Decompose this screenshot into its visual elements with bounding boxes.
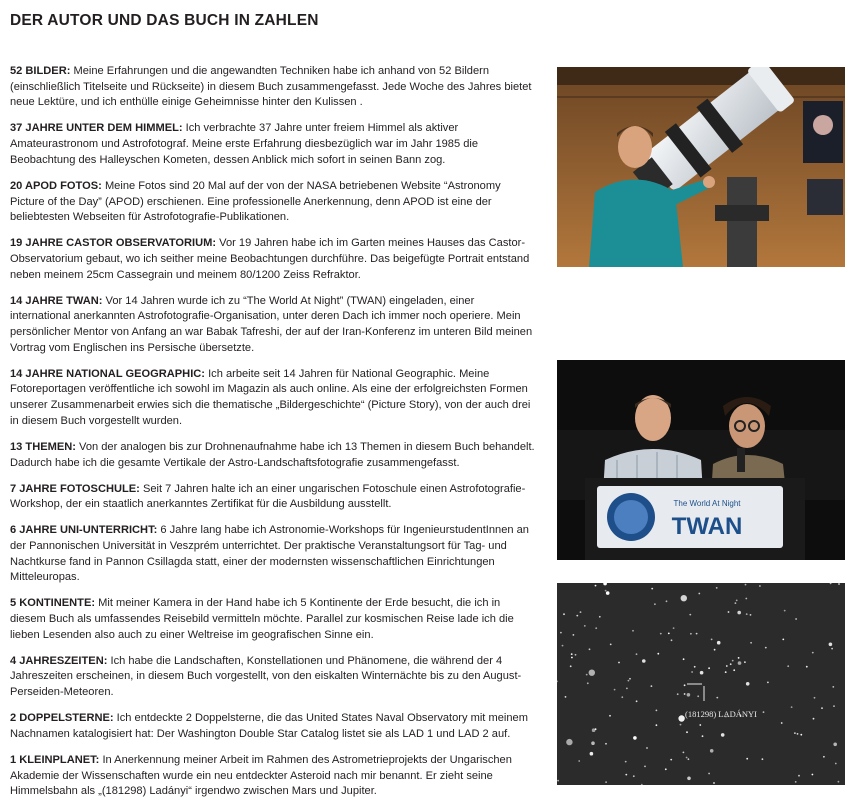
star [812, 652, 814, 654]
star [687, 693, 691, 697]
star [732, 660, 734, 662]
star [814, 697, 816, 699]
star [580, 611, 582, 613]
star [584, 625, 586, 627]
entry-label: 4 JAHRESZEITEN: [10, 654, 108, 667]
star [746, 758, 748, 760]
entry-label: 6 JAHRE UNI-UNTERRICHT: [10, 524, 158, 537]
star [626, 688, 628, 690]
star [578, 760, 580, 762]
star [746, 613, 748, 615]
star [829, 643, 833, 647]
star [618, 662, 620, 664]
star [713, 782, 715, 784]
star [628, 680, 630, 682]
star [657, 653, 659, 655]
entry-5-kontinente [10, 596, 536, 643]
star [683, 752, 685, 754]
star [651, 588, 653, 590]
star [690, 633, 692, 635]
star [656, 724, 658, 726]
entry-text: Ich habe die Landschaften, Konstellationen und Phänomene, die während der 4 Jahreszeiten erscheinen, in diesem Buch vorgestellt, von den eiskalten Winternächte bis zu den August-Perseiden-Meteoren. [10, 654, 522, 699]
star [787, 665, 789, 667]
star [606, 591, 610, 595]
star [813, 718, 815, 720]
star [691, 671, 693, 673]
entry-text: Mit meiner Kamera in der Hand habe ich 5 Kontinente der Erde besucht, die ich in diesem Buch als umfassendes Reisebild vermitteln möchte. Parallel zur kosmischen Reise lade ich die lieben Lesenden also auch zu einer Weltreise im geografischen Sinne ein. [10, 597, 514, 641]
star [644, 766, 646, 768]
entry-19-castor [10, 236, 536, 283]
star [728, 611, 730, 613]
star [697, 695, 699, 697]
star [666, 600, 668, 602]
entry-52-bilder [10, 64, 536, 111]
star [563, 613, 565, 615]
star [730, 663, 732, 665]
star [821, 707, 823, 709]
star [744, 661, 746, 663]
star [759, 585, 761, 587]
star [571, 653, 573, 655]
star [589, 648, 591, 650]
star [595, 728, 597, 730]
star [633, 736, 637, 740]
star [660, 633, 662, 635]
star [708, 773, 710, 775]
star [806, 666, 808, 668]
star [570, 665, 572, 667]
star [671, 639, 673, 641]
star [750, 614, 752, 616]
star [782, 639, 784, 641]
entry-label: 13 THEMEN: [10, 440, 76, 453]
star [656, 710, 658, 712]
star [832, 686, 834, 688]
star [745, 584, 747, 586]
star [716, 587, 718, 589]
star [595, 627, 597, 629]
star [610, 644, 612, 646]
star [798, 775, 800, 777]
star [750, 642, 752, 644]
entry-label: 14 JAHRE NATIONAL GEOGRAPHIC: [10, 367, 205, 380]
entry-20-apod [10, 179, 536, 226]
entry-6-uni [10, 523, 536, 586]
star [680, 724, 682, 726]
star [688, 758, 690, 760]
entry-label: 5 KONTINENTE: [10, 597, 96, 610]
star [621, 696, 623, 698]
star [708, 667, 710, 669]
star [711, 639, 713, 641]
star [714, 649, 716, 651]
twan-presentation-photo [557, 360, 845, 560]
entry-14-twan [10, 294, 536, 357]
star [683, 658, 685, 660]
star [831, 648, 833, 650]
star [557, 780, 559, 782]
asteroid-starfield-photo [557, 583, 845, 785]
star [636, 700, 638, 702]
star [587, 682, 589, 684]
entry-label: 19 JAHRE CASTOR OBSERVATORIUM: [10, 237, 217, 250]
star [625, 761, 627, 763]
star [795, 781, 797, 783]
star [784, 610, 786, 612]
star [673, 627, 675, 629]
star [800, 734, 802, 736]
page-title: DER AUTOR UND DAS BUCH IN ZAHLEN [10, 12, 319, 29]
entry-text: Vor 14 Jahren wurde ich zu “The World At Night” (TWAN) eingeladen, einer international anerkannten Astrofotografie-Organisation, unter deren Dach ich immer noch operiere. Mein persönlicher Mentor von Anfang an war Babak Tafreshi, der auf der Iran-Konferenz im unteren Bild meinen Vortrag vom Englischen ins Persische übersetzte. [10, 294, 533, 354]
star [651, 685, 653, 687]
star [767, 682, 769, 684]
star [614, 689, 616, 691]
entry-1-kleinplanet [10, 753, 536, 800]
star [670, 759, 672, 761]
entry-label: 20 APOD FOTOS: [10, 179, 102, 192]
entry-text: Meine Erfahrungen und die angewandten Techniken habe ich anhand von 52 Bildern (einschließlich Titelseite und Rückseite) in diesem Buch zusammengefasst. Jede Woche des Jahres bietet neue Lektüre, und ich enthülle einige Geheimnisse hinter den Kulissen . [10, 65, 532, 109]
entry-text: In Anerkennung meiner Arbeit im Rahmen des Astrometrieprojekts der Ungarischen Akademie der Wissenschaften wurde ein neu entdeckter Asteroid nach mir benannt. Er zieht seine Himmelsbahn als „(181298) Ladányi“ irgendwo zwischen Mars und Jupiter. [10, 753, 512, 798]
star [678, 715, 684, 721]
entry-label: 52 BILDER: [10, 65, 71, 77]
star [726, 665, 728, 667]
star [565, 696, 567, 698]
star [689, 614, 691, 616]
star [677, 693, 679, 695]
star [687, 777, 691, 781]
star [721, 733, 725, 737]
entry-label: 2 DOPPELSTERNE: [10, 712, 114, 725]
star [745, 598, 747, 600]
star [686, 757, 688, 759]
star [710, 749, 714, 753]
star [642, 659, 646, 663]
entry-2-doppelsterne [10, 711, 536, 742]
star [636, 653, 638, 655]
star [781, 722, 783, 724]
star [605, 590, 607, 592]
star [812, 774, 814, 776]
star [632, 630, 634, 632]
star [791, 706, 793, 708]
observatory-portrait-photo [557, 67, 845, 267]
entry-text: Ich entdeckte 2 Doppelsterne, die das United States Naval Observatory mit meinem Nachnamen katalogisiert hat: Der Washington Double Star Catalog listet sie als LAD 1 und LAD 2 auf. [10, 712, 528, 740]
star [668, 633, 670, 635]
entry-text: Ich arbeite seit 14 Jahren für National Geographic. Meine Fotoreportagen veröffentliche ich sowohl im Magazin als auch online. Als eine der erfolgreichsten Formen unserer Zusammenarbeit erwies sich die thematische „Bildergeschichte“ (Picture Story), von der auch drei in diesem Buch vorgestellt wurden. [10, 367, 531, 427]
entry-14-natgeo [10, 367, 536, 430]
entry-label: 7 JAHRE FOTOSCHULE: [10, 482, 140, 495]
star [735, 602, 737, 604]
star [586, 674, 588, 676]
star [646, 747, 648, 749]
star [684, 684, 686, 686]
asteroid-label: (181298) LADÁNYI [685, 709, 758, 719]
star [835, 763, 837, 765]
twan-banner-small-text: The World At Night [673, 499, 741, 508]
star [589, 670, 595, 676]
entry-13-themen [10, 440, 536, 471]
star [833, 705, 835, 707]
star [681, 595, 687, 601]
star [684, 693, 686, 695]
star [576, 615, 578, 617]
star [698, 593, 700, 595]
star [696, 633, 698, 635]
star [716, 697, 718, 699]
star [590, 752, 594, 756]
entry-37-jahre [10, 121, 536, 168]
star [665, 768, 667, 770]
star [762, 758, 764, 760]
star [738, 661, 742, 665]
star [575, 654, 577, 656]
entry-text: Von der analogen bis zur Drohnenaufnahme habe ich 13 Themen in diesem Buch behandelt. Dadurch habe ich die gesamte Vertikale der Astro-Landschaftsfotografie zusammengefasst. [10, 440, 535, 469]
star [609, 715, 611, 717]
entry-label: 37 JAHRE UNTER DEM HIMMEL: [10, 122, 183, 135]
star [654, 603, 656, 605]
star [736, 600, 738, 602]
entry-text: 6 Jahre lang habe ich Astronomie-Workshops für IngenieurstudentInnen an der Pannonischen Universität in Veszprém unterrichtet. Der praktische Veranstaltungsort für Tag- und Nachtkurse fand in Pannon Csillagda statt, einer der modernsten wissenschaftlichen Einrichtungen Mitteleuropas. [10, 524, 529, 584]
star [737, 611, 741, 615]
star [605, 781, 607, 783]
star [700, 671, 704, 675]
star [738, 657, 740, 659]
entry-label: 14 JAHRE TWAN: [10, 294, 103, 307]
star [838, 781, 840, 783]
star [797, 733, 799, 735]
star [629, 678, 631, 680]
star [599, 616, 601, 618]
star [838, 583, 840, 585]
star [591, 741, 595, 745]
entry-text: Meine Fotos sind 20 Mal auf der von der NASA betriebenen Website “Astronomy Picture of the Day” (APOD) erschienen. Eine professionelle Anerkennung, denn APOD ist eine der beliebtesten Webseiten für Astrofotografie-Publikationen. [10, 179, 501, 224]
star [566, 739, 572, 745]
star [794, 732, 796, 734]
twan-banner-big-text: TWAN [671, 513, 743, 540]
star [625, 774, 627, 776]
star [694, 666, 696, 668]
star [562, 645, 564, 647]
entry-4-jahreszeiten [10, 654, 536, 701]
star [725, 671, 727, 673]
star [605, 743, 607, 745]
entry-text: Seit 7 Jahren halte ich an einer ungarischen Fotoschule einen Astrofotografie-Workshop, der ein staatlich anerkanntes Zertifikat für die Ausbildung ausstellt. [10, 482, 526, 511]
star [699, 724, 701, 726]
star [763, 711, 765, 713]
star [733, 669, 735, 671]
entry-text: Vor 19 Jahren habe ich im Garten meines Hauses das Castor-Observatorium gebaut, wo ich seither meine Beobachtungen durchführe. Das beigefügte Portrait entstand neben meinem 25cm Cassegrain und meinem 80/1200 Zeiss Refraktor. [10, 237, 530, 281]
star [560, 632, 562, 634]
star [717, 641, 721, 645]
star [633, 775, 635, 777]
star [573, 634, 575, 636]
star [686, 731, 688, 733]
entry-7-fotoschule [10, 482, 536, 513]
star [571, 657, 573, 659]
entries-column [10, 64, 536, 810]
entry-label: 1 KLEINPLANET: [10, 753, 100, 766]
star [795, 618, 797, 620]
star [746, 682, 750, 686]
star [823, 756, 825, 758]
star [765, 647, 767, 649]
star [833, 743, 837, 747]
star [702, 735, 704, 737]
entry-text: Ich verbrachte 37 Jahre unter freiem Himmel als aktiver Amateurastronom und Astrofotograf. Meine erste Erfahrung diesbezüglich war im Jahr 1985 die Beobachtung des Halleyschen Kometen, dessen Anblick mich sofort in seinen Bann zog. [10, 122, 479, 166]
star [595, 585, 597, 587]
